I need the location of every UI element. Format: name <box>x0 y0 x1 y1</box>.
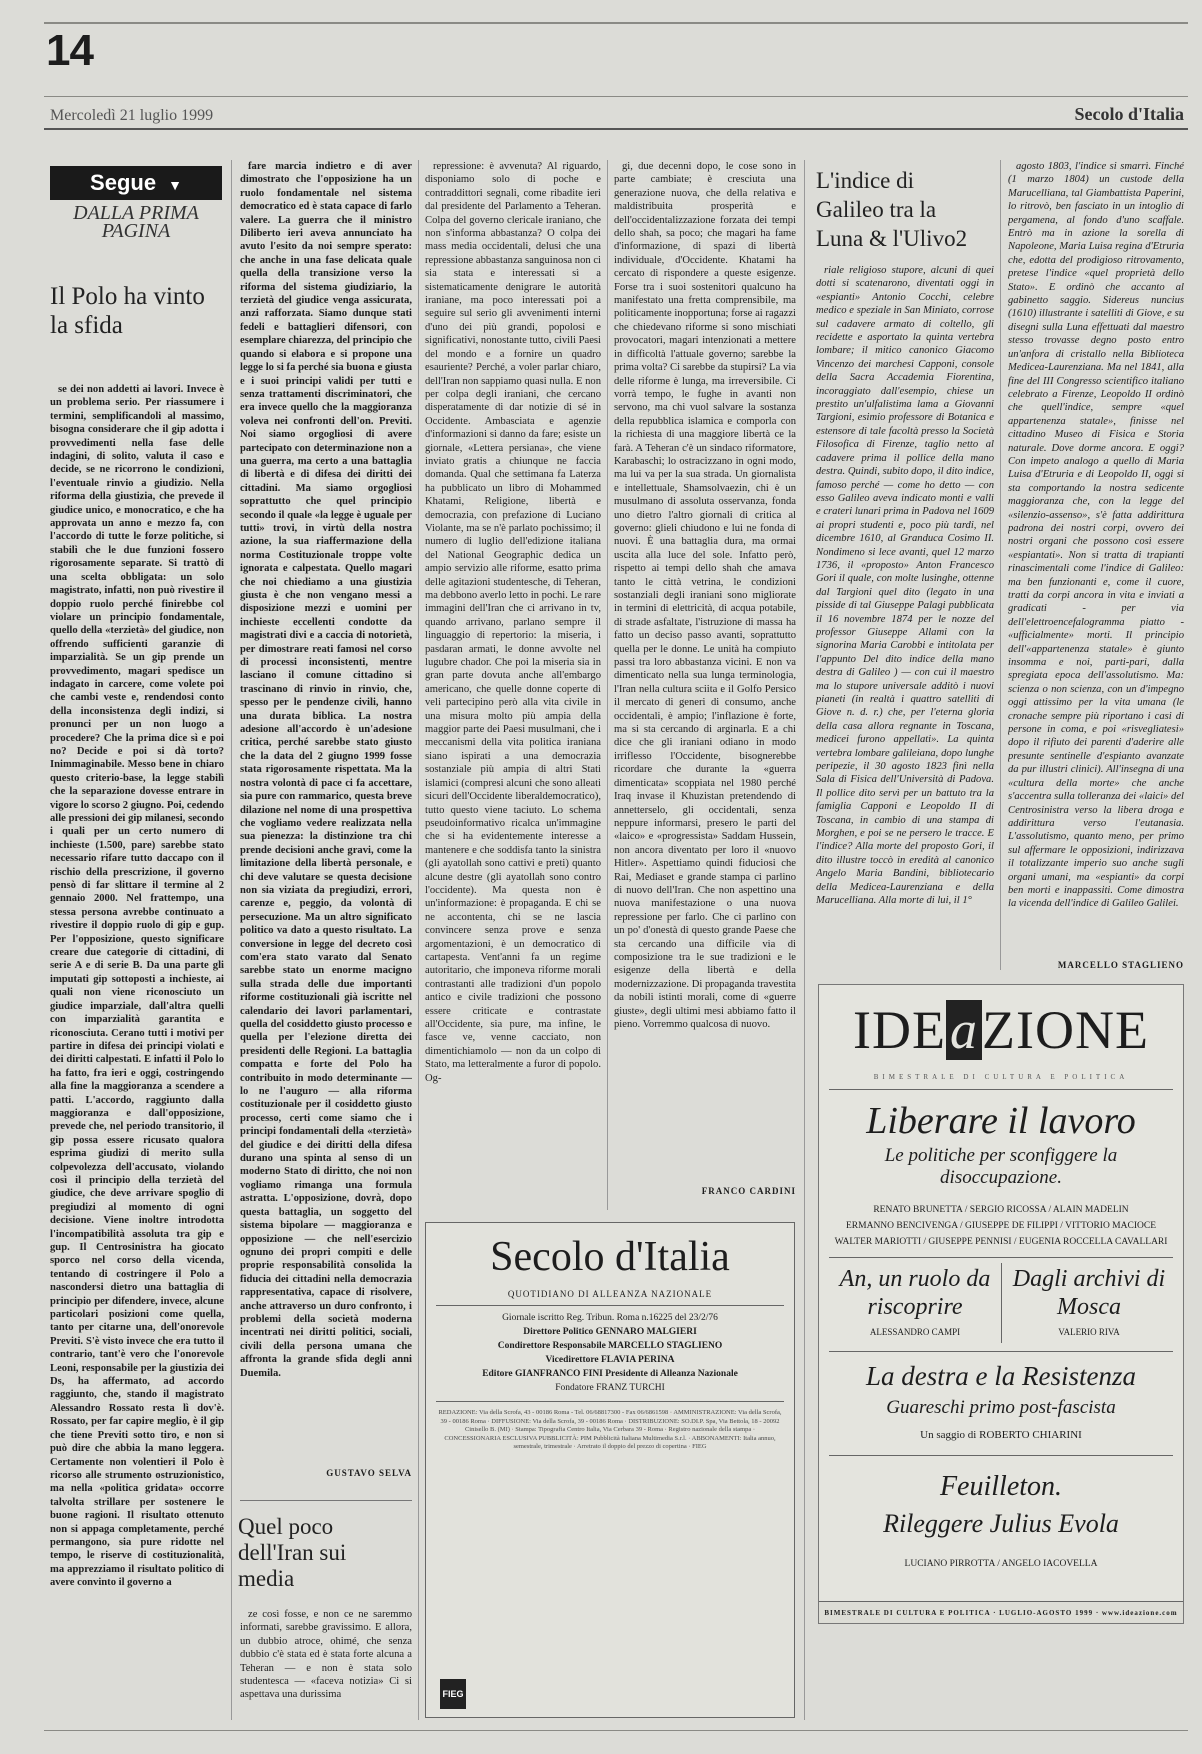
ad-subhead-3: Rileggere Julius Evola <box>883 1509 1119 1538</box>
dalla-prima-pagina: DALLA PRIMA PAGINA <box>73 202 199 242</box>
column-divider <box>804 160 805 1720</box>
iran-article-start <box>240 1608 412 1720</box>
header-rule <box>44 96 1188 97</box>
signature-selva: GUSTAVO SELVA <box>326 1468 412 1478</box>
ad-right-title: Dagli archivi di Mosca <box>1012 1266 1166 1320</box>
secolo-registration: Giornale iscritto Reg. Tribun. Roma n.16225 del 23/2/76 <box>502 1313 718 1323</box>
iran-article-start-text: ze così fosse, e non ce ne saremmo informati, sarebbe gravissimo. E allora, un dubbio atroce, ohimé, che senza dubbio c'è stata ed è stata forte alcuna a Teheran — e non è stata solo studentesca — «faceva notizia» Ci si aspettava una durissima <box>240 1609 412 1701</box>
polo-article-body <box>50 383 224 1721</box>
secolo-direttore: Direttore Politico GENNARO MALGIERI <box>523 1327 697 1337</box>
galileo-article-col5 <box>816 264 994 976</box>
iran-article-col3 <box>425 160 601 1202</box>
page-date: Mercoledì 21 luglio 1999 <box>50 107 214 124</box>
header-bottom-rule <box>44 128 1188 130</box>
secolo-subtitle: QUOTIDIANO DI ALLEANZA NAZIONALE <box>507 1289 713 1299</box>
logo-part-a: IDE <box>853 1000 946 1060</box>
secolo-title: Secolo d'Italia <box>490 1234 730 1280</box>
polo-article-continued <box>240 160 412 1460</box>
secolo-fineprint: REDAZIONE: Via della Scrofa, 43 - 00186 Roma - Tel. 06/68817300 - Fax 06/6861598 · AMMINISTRAZIONE: Via della Scrofa, 39 - 00186 Roma · DIFFUSIONE: Via della Scrofa, 39 - 00186 Roma · DISTRIBUZIONE: SO.DI.P. Spa, Via Bettola, 18 - 20092 Cinisello B. (MI) · Stampa: Tipografia Centro Italia, Via Cerbara 39 - Roma · Registro nazionale della stampa · CONCESSIONARIA ESCLUSIVA PUBBLICITÀ: PIM Pubblicità Italiana Multimedia S.r.l. · ABBONAMENTI: Italia annuo, semestrale, trimestrale · Arretrato il doppio del prezzo di copertina · FIEG <box>438 1409 782 1450</box>
fieg-logo: FIEG <box>440 1679 466 1709</box>
ad-rule <box>829 1455 1173 1456</box>
bottom-rule <box>44 1730 1188 1731</box>
top-rule <box>44 22 1188 24</box>
galileo-headline: L'indice di Galileo tra la Luna & l'Ulivo2 <box>816 168 968 251</box>
polo-headline: Il Polo ha vinto la sfida <box>50 283 205 339</box>
ad-rule <box>829 1089 1173 1090</box>
section-rule <box>240 1500 412 1501</box>
iran-article-col4-text: gi, due decenni dopo, le cose sono in parte cambiate; è cresciuta una generazione nuova, che della relativa e maldistribuita prosperità e dell'occidentalizzazione forzata dei tempi dello shah, sa poco; che magari ha fame d'informazione, di spazi di libertà individuale, d'Occidente. Khatami ha cercato di rispondere a queste esigenze. Forse tra i suoi sostenitori qualcuno ha manifestato una fretta comprensibile, ma politicamente inopportuna; forse ai ragazzi che chiedevano riforme si sono mischiati provocatori, magari intenzionati a mettere in difficoltà l'attuale governo; sarebbe la prima volta? Ci sarebbe da stupirsi? La via delle riforme è lunga, ma irreversibile. Ci vorrà tempo, le fughe in avanti non servono, ma chi vuol salvare la sostanza della repubblica islamica e comporla con la richiesta di una maggiore libertà ce la farà. A Teheran c'è un sindaco riformatore, Karabaschi; lo ostracizzano in ogni modo, ma lui va per la sua strada. Un giornalista e intellettuale, Shamsolvaezin, chi è un musulmano di assoluta osservanza, fonda uno dietro l'altro giornali di critica al governo: glieli chiudono e lui ne fonda di nuovi. È una battaglia dura, ma ormai uscita alla luce del sole. Infatto però, rispetto ai tempi dello shah che amava tanto le città vetrina, le condizioni sostanziali degli iraniani sono migliorate in termini di elettricità, di acqua potabile, di strade asfaltate, l'istruzione di massa ha fatto un deciso passo avanti, soprattutto quella per le donne. Le unità ha compiuto passi tra loro abbastanza vicini. E non va dimenticato nella sua lunga terminologia, l'Iran nella cultura sciita e il Golfo Persico il mercato di generi di consumo, anche occidentali, è ampio; l'inflazione è forte, ma si sta cercando di arginarla. E a chi dice che gli iraniani odiano in modo irriflesso l'Occidente, bisognerebbe ricordare che durante la «guerra dimenticata» scoppiata nel 1980 perché Iraq invase il Khuzistan pretendendo di annetterselo, gli occidentali, senza neppure informarsi, presero le parti del «laico» e «progressista» Saddam Hussein, non ancora diventato per loro il «nuovo Hitler». Aspettiamo quindi fiduciosi che Rai, Mediaset e grande stampa ci parlino di nuovo dell'Iran. Che non aspettino una nuova manifestazione o una nuova repressione per farlo. Che ci parlino con un po' d'onestà di questo grande Paese che sta cercando una difficile via di composizione tra le sue tradizioni e le esigenze della libertà e della modernizzazione. Di propaganda travestita da nobili istinti morali, come di «guerre giuste», degli ultimi mesi abbiamo fatto il pieno. Vorremmo qualcosa di nuovo. <box>614 161 796 1030</box>
ad-authors-4: LUCIANO PIRROTTA / ANGELO IACOVELLA <box>904 1559 1098 1569</box>
logo-part-c: ZIONE <box>982 1000 1149 1060</box>
galileo-article-col6 <box>1008 160 1184 956</box>
ad-headline-1: Liberare il lavoro <box>866 1100 1136 1142</box>
ad-subhead-1: Le politiche per sconfiggere la disoccupazione. <box>884 1145 1118 1188</box>
iran-article-col3-text: repressione: è avvenuta? Al riguardo, disponiamo solo di poche e contraddittori segnali, come ribadite ieri dal presidente del Parlamento a Teheran. Colpa del governo clericale iraniano, che non s'informa abbastanza? O colpa dei mass media occidentali, delusi che una repressione abbastanza sanguinosa non ci sia stata e interessati sì a sistematicamente denigrare le autorità iraniane, ma poco interessati poi a seguire sul serio gli avvenimenti interni d'uno dei più grandi, popolosi e significativi, nonostante tutto, civili Paesi del mondo e a fornire un quadro esauriente? Perché, a voler parlar chiaro, dell'Iran non sappiamo quasi nulla. E non per colpa degli iraniani, che cercano disperatamente di dar notizie di sé in Occidente. Ambasciata e agenzie d'informazioni si danno da fare; esiste un giornale, «Lettera persiana», che viene inviato gratis a chiunque ne faccia domanda. Qual che settimana fa Laterza ha pubblicato un libro di Mohammed Khatami, Religione, libertà e democrazia, con prefazione di Luciano Violante, ma se n'è parlato pochissimo; il numero di luglio dell'edizione italiana del National Geographic dedica un ampio servizio alle riforme, esatto prima delle agitazioni studentesche, di Teheran, ma debbono averlo letto in pochi. Le rare immagini dell'Iran che ci arrivano in tv, quando arrivano, parlano sempre il linguaggio di repertorio: la miseria, i pasdaran armati, le donne avvolte nel lugubre chador. Che poi la miseria sia in gran parte dovuta anche all'embargo americano, che quelle donne coperte di veli partecipino però alla vita civile in una misura molto più ampia della maggior parte dei Paesi musulmani, che i meccanismi della vita politica iraniana siano ispirati a una democrazia sostanziale più ampia di altri Stati islamici (compresi alcuni che sono alleati sicuri dell'Occidente liberaldemocratico), tutto questo viene taciuto. Lo schema pseudoinformativo ricalca un'immagine che si ha evidentemente interesse a mantenere e che soddisfa tanto la sinistra (gli ayatollah sono cattivi e preti) quanto alcune destre (gli ayatollah sono contro l'occidente). Ma questa non è un'informazione: è propaganda. E chi se ne accontenta, chi se ne lascia convincere senza prove e senza argomentazioni, è un democratico di cartapesta. Vent'anni fa un regime autoritario, che imponeva riforme morali contrastanti alle tradizioni d'un popolo antico e civile tradizioni che possono essere criticate e contrastate all'Occidente, sia pure, ma infine, le fasce ve, venne cacciato, non dimentichiamolo — non da un colpo di Stato, ma letteralmente a furor di popolo. Og- <box>425 161 601 1084</box>
secolo-editore: Editore GIANFRANCO FINI Presidente di Alleanza Nazionale <box>482 1369 738 1379</box>
secolo-fondatore: Fondatore FRANZ TURCHI <box>555 1383 665 1393</box>
segue-banner <box>50 166 222 200</box>
signature-staglieno: MARCELLO STAGLIENO <box>1057 960 1184 970</box>
iran-headline: Quel poco dell'Iran sui media <box>238 1514 347 1591</box>
ad-byline-2: Un saggio di ROBERTO CHIARINI <box>920 1429 1082 1441</box>
ideazione-advert <box>818 984 1184 1624</box>
ideazione-logo <box>819 999 1183 1061</box>
secolo-condirettore: Condirettore Responsabile MARCELLO STAGLIENO <box>497 1341 723 1351</box>
signature-cardini: FRANCO CARDINI <box>701 1186 796 1196</box>
ad-vrule <box>1001 1263 1002 1343</box>
ad-right-author: VALERIO RIVA <box>1058 1327 1120 1337</box>
polo-article-continued-text: fare marcia indietro e di aver dimostrato che l'opposizione ha un ruolo fondamentale nel sistema democratico ed è stata capace di farlo valere. La guerra che il ministro Diliberto ieri aveva annunciato ha avuto l'esito da noi sempre sperato: che anche in una fase delicata quale quella della transizione verso la riforma del sistema giudiziario, la terzietà del giudice venga assicurata, anzi rafforzata. Siamo dunque stati fedeli e battaglieri difensori, con esemplare chiarezza, del principio che quando si elabora e si propone una legge lo si fa perché sia buona e giusta e i suoi principi validi per tutti e senza trattamenti discriminatori, che era invece quello che la maggioranza voleva nei confronti dell'on. Previti. Noi siamo orgogliosi di avere partecipato con determinazione non a una guerra, ma certo a una battaglia di libertà e di difesa dei diritti dei cittadini. Ma siamo orgogliosi soprattutto che quel principio secondo il quale «la legge è uguale per tutti» trovi, in virtù della nostra azione, la sua riaffermazione della norma Costituzionale troppe volte ignorata e calpestata. Quello magari che noi chiediamo a una giustizia giusta è che non vengano messi a disposizione mezzi e uomini per inchieste eccellenti condotte da magistrati divi e a caccia di notorietà, per dimostrare reati famosi nel corso di processi inconsistenti, mentre lasciano il comune cittadino si trascinano di rinvio in rinvio, che, spesso per le pendenze civili, hanno una durata biblica. La nostra adesione all'accordo è un'adesione critica, perché sarebbe stato giusto che la data del 2 giugno 1999 fosse stata rigorosamente rispettata. Ma la nostra volontà di pace ci fa accettare, sia pure con rammarico, questa breve dilazione nel nome di una prospettiva che vogliamo vedere realizzata nella sua pienezza: la distinzione tra chi prende decisioni anche gravi, come la limitazione della libertà personale, e chi deve valutare se questa decisione non sia viziata da pregiudizi, errori, carenze e, peggio, da volontà di persecuzione. Ma un altro significato politico va dato a questo risultato. La conversione in legge del decreto così com'era stato varato dal Senato sarebbe stato un enorme macigno sulla strada delle due importanti riforme costituzionali già iscritte nel calendario dei lavori parlamentari, quella del cosiddetto giusto processo e quella per l'elezione diretta dei presidenti delle Regioni. La battaglia compatta e forte del Polo ha contribuito in modo determinante — lo ne l'auguro — alla riforma costituzionale per il cosiddetto giusto processo, certi come siamo che i principi fondamentali della «terzietà» del giudice e dei diritti della difesa durano una spinta al senso di un moderno Stato di diritto, che noi non vogliamo rimanga una formula astratta. L'opposizione, dovrà, dopo questa battaglia, un soggetto del sistema bipolare — maggioranza e opposizione — che nell'esercizio ognuno dei propri compiti e delle proprie responsabilità consolida la fiducia dei cittadini nella democrazia rappresentativa, capace di risolvere, anche attraverso un duro confronto, i problemi della società moderna incentrati nei diritti politici, sociali, civili della persona umana che affronta la grande sfida degli anni Duemila. <box>240 161 412 1379</box>
column-divider <box>1000 160 1001 970</box>
column-divider <box>231 160 232 1720</box>
masthead-name: Secolo d'Italia <box>1074 104 1184 124</box>
galileo-article-col5-text: riale religioso stupore, alcuni di quei dotti si scatenarono, diventati oggi in «espianti» Antonio Cocchi, celebre medico e speziale in San Miniato, corrose sul cadavere armato di coltello, gli recidette e asportato la quinta vertebra lombare; il mitico canonico Giacomo Vincenzo dei marchesi Capponi, console della Sacra Accademia Fiorentina, incoraggiato dall'esempio, chiese un prestito un'ulfalistima lama a Giovanni Targioni, esimio professore di Botanica e estensore di tale facoltà presso la Società Filosofica di Firenze, taglio netto al cadavere prima il pollice della mano destra. Quindi, subito dopo, il dito indice, famoso perché — come ho detto — con esso Galileo aveva indicato monti e valli e crateri lunari prima in Padova nel 1609 ai propri studenti e, poco più tardi, nel dicembre 1610, al Granduca Cosimo II. Nondimeno si lece avanti, quel 12 marzo 1736, il «proposto» Anton Francesco Gori il quale, con molte lusinghe, ottenne dal Targioni quel dito (legato in una pisside di tal Giuseppe Palagi pubblicata il 16 novembre 1874 per le nozze del professor Giuseppe Allami con la signorina Maria Carobbi e intitolata per l'appunto Del dito indice della mano destra di Galileo ) — con cui il maestro ma lo stupore universale additò i nuovi pianeti (in realtà i quattro satelliti di Giove n. d. r.) che, per l'eterna gloria della casa allora regnante in Toscana, medicei furono appellati». La quinta vertebra lombare galileiana, dopo lunghe peripezie, il 30 agosto 1823 finì nella Sala di Fisica dell'Università di Padova. Il pollice dito servì per un battuto tra la famiglia Capponi e Leopoldo II di Toscana, in cambio di una stampa di Morghen, e poi se ne persero le tracce. E l'indice? Alla morte del proposto Gori, il dito illustre toccò in eredità al canonico Angelo Maria Bandini, bibliotecario della Medicea-Laurenziana e della Marucelliana. Alla morte di lui, il 1° <box>816 265 994 907</box>
ad-subhead-2: Guareschi primo post-fascista <box>886 1397 1116 1418</box>
column-divider <box>418 160 419 1720</box>
page-number: 14 <box>46 26 93 75</box>
box-rule <box>436 1305 784 1306</box>
ad-rule <box>829 1257 1173 1258</box>
ad-left-title: An, un ruolo da riscoprire <box>839 1266 991 1320</box>
iran-article-col4 <box>614 160 796 1182</box>
triangle-down-icon: ▼ <box>168 177 182 193</box>
logo-part-b: a <box>946 1000 982 1060</box>
polo-article-text: se dei non addetti ai lavori. Invece è un problema serio. Per riassumere i termini, semplificandoli al massimo, bisogna considerare che il gip adotta i provvedimenti nella fase delle indagini, di solito, valuta il caso e decide, se ne ricorrono le condizioni, l'eventuale rinvio a giudizio. Nella riforma della giustizia, che prevede il giudice unico, e monocratico, e che ha approvata un anno e mezzo fa, con l'accordo di tutte le forze politiche, si stabilì che le due funzioni fossero rigorosamente separate. Si trattò di una scelta obbligata: un solo magistrato, infatti, non può rivestire il doppio ruolo perché finirebbe col violare un principio fondamentale, quello della «terzietà» del giudice, non offrendo sufficienti garanzie di imparzialità. Se un gip prende un provvedimento, magari spedisce un indagato in carcere, come volete poi che cambi veste e, rendendosi conto della inconsistenza degli indizi, si pronunci per un non luogo a procedere? Che la prima dice sì e poi no? Decide e poi si dà torto? Inimmaginabile. Messo bene in chiaro questo criterio-base, la legge stabilì che la separazione dovesse entrare in vigore lo scorso 2 giugno. Poi, cedendo alle pressioni dei gip milanesi, secondo i quali per un certo numero di inchieste (1.500, pare) sarebbe stato necessario rifare tutto daccapo con il rischio della prescrizione, il governo pensò di far slittare il termine al 2 gennaio 2000. Nel frattempo, una stessa persona avrebbe continuato a rivestire il doppio ruolo di gip e gup. Per l'opposizione, questo significare creare due categorie di cittadini, di serie A e di serie B. Da una parte gli imputati gip sottoposti a inchieste, ai quali non viene riconosciuto un giudice imparziale, dall'altra quelli con imparzialità garantita e riconosciuta. Cerano tutti i motivi per partire in difesa dei principi violati e dei diritti calpestati. E infatti il Polo lo ha fatto, fra ieri e oggi, costringendo alla fine la maggioranza a scendere a patti. L'accordo, raggiunto dalla maggioranza e dall'opposizione, prevede che, nel periodo transitorio, il gip possa essere ricusato qualora esprima giudizi di merito sulla colpevolezza dell'accusato, violando così il principio della terzietà del giudice, che deve arrivare spoglio di pregiudizi al momento di ogni decisione. Viene inoltre introdotta l'incompatibilità assoluta tra gip e gup. Il Centrosinistra ha giocato sporco nel corso della vicenda, tentando di costringere il Polo a nascondersi dietro una battaglia di principio per difendere, invece, alcune particolari posizioni come quella, tanto per citarne una, dell'onorevole Previti. S'è visto invece che era tutto il contrario, tant'è vero che l'onorevole Leoni, responsabile per la giustizia dei Ds, ha affermato, ad accordo raggiunto, che, stando il magistrato Alessandro Rossato resta lì dov'è. Rossato, per far capire meglio, è il gip che tiene Previti sotto tiro, e non si può dire che abbia la mano leggera. Certamente non volentieri il Polo è ricorso alle strumento ostruzionistico, ma nella «politica gridata» occorre talvolta strillare per sostenere le buone ragioni. Il risultato ottenuto non si appaga completamente, perché permangono, sia pure ridotte nel tempo, le riserve di costituzionalità, ma apprezziamo il risultato politico di avere convinto il governo a <box>50 384 224 1589</box>
ad-authors-2: ERMANNO BENCIVENGA / GIUSEPPE DE FILIPPI / VITTORIO MACIOCE <box>846 1221 1156 1231</box>
column-divider <box>607 160 608 1210</box>
galileo-article-col6-text: agosto 1803, l'indice si smarrì. Finché (1 marzo 1804) un custode della Marucelliana, tal Giambattista Paperini, lo ritrovò, ben fasciato in un intoglio di pergamena, al fondo d'uno scaffale. Entrò ma in azione la sorella di Napoleone, Maria Luisa regina d'Etruria che, edotta del prodigioso ritrovamento, pretese l'indice «quel proprietà dello Stato». E ordinò che accanto al gabinetto saggio. Sidereus nuncius (1610) illustrante i satelliti di Giove, e su disegni sulla Luna effettuati dal maestro stesso trovasse degno posto entro un'anfora di cristallo nella Biblioteca Medicea-Laurenziana. Ma nel 1841, alla fine del III Congresso scientifico italiano celebrato a Firenze, Leopoldo II ordinò che quell'indice, sempre «quel appartenenza statale», finisse nel cittadino Museo di Fisica e Storia naturale. Dove dorme ancora. E oggi? Con impeto analogo a quello di Maria Luisa d'Etruria e di Leopoldo II, oggi si sta comportando la nostra sedicente maggioranza che, con la legge del «silenzio-assenso», s'è fatta addirittura padrona dei nostri corpi, ovvero dei nostri organi che possono così essere «espiantati». Non si tratta di trapianti rinascimentali come l'indice di Galileo: ma ben funzionanti e, come il cuore, tratti da corpi ancora in vita e inviati a gradicati - per via dell'elettroencefalogramma piatto - «ufficialmente» morti. Il principio dell'«appartenenza statale» è giunto insomma e noi, parti-pari, dalla spregiata epoca dell'assolutismo. Ma: scienza o non scienza, con un d'impegno oggi attissimo per la vita umana (le cronache sempre più riportano i casi di persone in coma, e poi «risvegliatesi» dopo il rifiuto dei parenti d'aderire alle presunte sentinelle d'espianto avanzate da pur illustri clinici). All'insegna di una «cultura della morte» che anche s'accentra sulla tolleranza dei «laici» del Centrosinistra verso la libera droga e addirittura verso l'eutanasia. L'assolutismo, quanto meno, per primo sul affermare le opposizioni, indirizzava il totalizzante imperio suo anche sugli organi umani, ma «espianti» da corpi ben morti e inappassiti. Come dimostra la vicenda dell'indice di Galileo Galilei. <box>1008 161 1184 910</box>
ad-footer: BIMESTRALE DI CULTURA E POLITICA · LUGLIO-AGOSTO 1999 · www.ideazione.com <box>819 1601 1183 1623</box>
ad-rule <box>829 1351 1173 1352</box>
ad-headline-2: La destra e la Resistenza <box>866 1361 1136 1391</box>
secolo-masthead-box <box>425 1222 795 1718</box>
ad-headline-3: Feuilleton. <box>939 1471 1063 1502</box>
ad-authors-3: WALTER MARIOTTI / GIUSEPPE PENNISI / EUGENIA ROCCELLA CAVALLARI <box>834 1237 1168 1247</box>
secolo-vicedirettore: Vicedirettore FLAVIA PERINA <box>545 1355 675 1365</box>
ad-authors-1: RENATO BRUNETTA / SERGIO RICOSSA / ALAIN MADELIN <box>873 1205 1129 1215</box>
ideazione-tagline: BIMESTRALE DI CULTURA E POLITICA <box>873 1073 1129 1081</box>
box-rule <box>436 1401 784 1402</box>
segue-label: Segue <box>90 170 157 195</box>
ad-left-author: ALESSANDRO CAMPI <box>869 1327 961 1337</box>
